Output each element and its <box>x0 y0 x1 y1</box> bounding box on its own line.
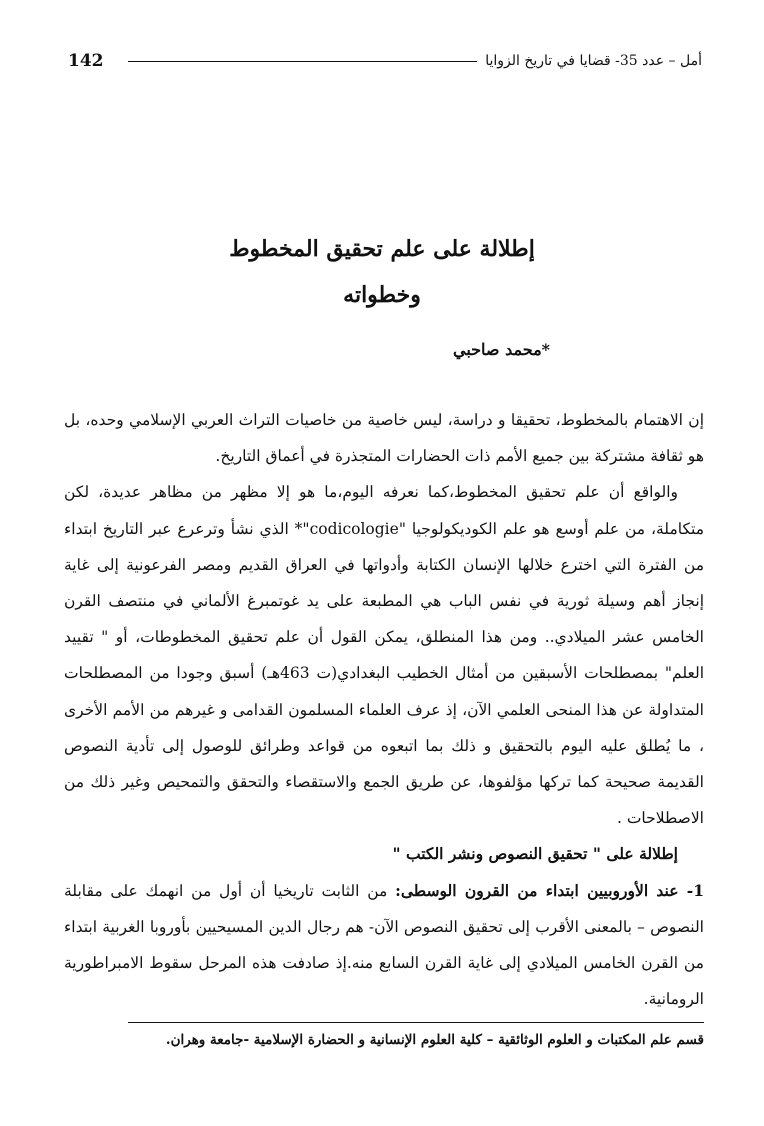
page-header <box>68 46 702 76</box>
item-1-lead: 1- عند الأوروبيين ابتداء من القرون الوسطى: <box>395 880 704 900</box>
page-number: 142 <box>68 51 104 71</box>
section-heading: إطلالة على " تحقيق النصوص ونشر الكتب " <box>392 844 678 864</box>
title-line-2: وخطواته <box>343 282 421 308</box>
paragraph-2: والواقع أن علم تحقيق المخطوط،كما نعرفه اليوم،ما هو إلا مظهر من مظاهر عديدة، لكن متكاملة، من علم أوسع هو علم الكوديكولوجيا "codicologie"* الذي نشأ وترعرع عبر التاريخ ابتداء من الفترة التي اخترع خلالها الإنسان الكتابة وأدواتها في العراق القديم ومصر الفرعونية إلى غاية إنجاز أهم وسيلة ثورية في نفس الباب هي المطبعة على يد غوتمبرغ الألماني في منتصف القرن الخامس عشر الميلادي.. ومن هذا المنطلق، يمكن القول أن علم تحقيق المخطوطات، أو " تقييد العلم" بمصطلحات الأسبقين من أمثال الخطيب البغدادي(ت 463هـ) أسبق وجودا من المصطلحات المتداولة عن هذا المنحى العلمي الآن، إذ عرف العلماء المسلمون القدامى و غيرهم من الأمم الأخرى ، ما يُطلق عليه اليوم بالتحقيق و ذلك بما اتبعوه من قواعد وطرائق للوصول إلى تأدية النصوص القديمة صحيحة كما تركها مؤلفوها، عن طريق الجمع والاستقصاء والتحقق والتمحيص وغير ذلك من الاصطلاحات . <box>64 483 705 828</box>
article-body <box>64 402 704 1017</box>
title-line-1: إطلالة على علم تحقيق المخطوط <box>229 236 535 262</box>
footnote: قسم علم المكتبات و العلوم الوثائقية – كلية العلوم الإنسانية و الحضارة الإسلامية -جامعة وهران. <box>165 1032 704 1048</box>
footnote-rule <box>128 1022 704 1023</box>
article-title <box>100 232 664 312</box>
header-rule <box>128 61 477 62</box>
item-1-text: من الثابت تاريخيا أن أول من انهمك على مقابلة النصوص – بالمعنى الأقرب إلى تحقيق النصوص الآن- هم رجال الدين المسيحيين بأوروبا الغربية ابتداء من القرن الخامس الميلادي إلى غاية القرن السابع منه.إذ صادفت هذه المرحل سقوط الامبراطورية الرومانية. <box>64 881 704 1009</box>
paragraph-1: إن الاهتمام بالمخطوط، تحقيقا و دراسة، ليس خاصية من خاصيات التراث العربي الإسلامي وحده، بل هو ثقافة مشتركة بين جميع الأمم ذات الحضارات المتجذرة في أعماق التاريخ. <box>64 411 704 466</box>
numbered-item-1 <box>64 873 704 1018</box>
running-head: أمل – عدد 35- قضايا في تاريخ الزوايا <box>485 53 702 69</box>
author-name: *محمد صاحبي <box>453 340 550 359</box>
